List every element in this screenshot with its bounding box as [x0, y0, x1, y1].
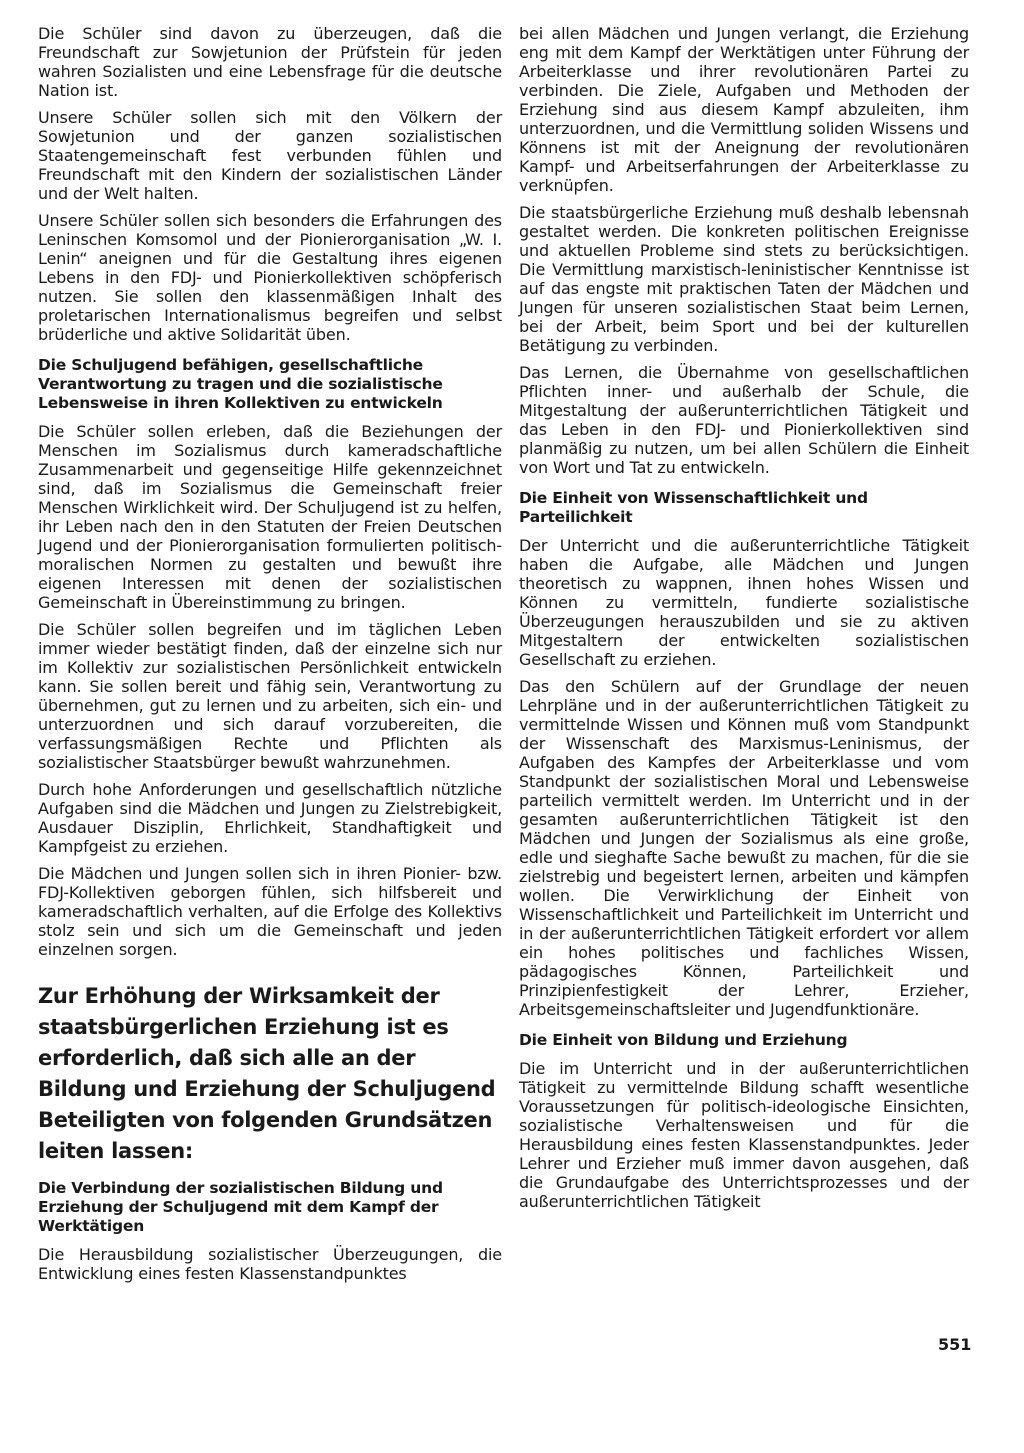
section-heading: Die Einheit von Bildung und Erziehung [519, 1031, 848, 1049]
section-heading: Die Einheit von Wissenschaftlichkeit und Parteilichkeit [519, 489, 868, 526]
section-heading: Die Schuljugend befähigen, gesellschaftliche Verantwortung zu tragen und die sozialistische Lebensweise in ihren Kollektiven zu entwickeln [38, 356, 443, 412]
left-column [38, 24, 502, 1291]
main-heading: Zur Erhöhung der Wirksamkeit der staatsbürgerlichen Erziehung ist es erforderlich, daß sich alle an der Bildung und Erziehung der Schuljugend Beteiligten von folgenden Grundsätzen leiten lassen: [38, 984, 496, 1163]
paragraph: Das Lernen, die Übernahme von gesellschaftlichen Pflichten inner- und außerhalb der Schule, die Mitgestaltung der außerunterrichtlichen Tätigkeit und das Leben in den FDJ- und Pionierkollektiven sind planmäßig zu nutzen, um bei allen Schülern die Einheit von Wort und Tat zu entwickeln. [519, 363, 969, 477]
paragraph: Die Schüler sollen begreifen und im täglichen Leben immer wieder bestätigt finden, daß der einzelne sich nur im Kollektiv zur sozialistischen Persönlichkeit entwickeln kann. Sie sollen bereit und fähig sein, Verantwortung zu übernehmen, gut zu lernen und zu arbeiten, sich ein- und unterzuordnen und sich darauf vorzubereiten, die verfassungsmäßigen Rechte und Pflichten als sozialistischer Staatsbürger bewußt wahrzunehmen. [38, 620, 502, 772]
page-number: 551 [938, 1335, 972, 1354]
paragraph: bei allen Mädchen und Jungen verlangt, die Erziehung eng mit dem Kampf der Werktätigen unter Führung der Arbeiterklasse und ihrer revolutionären Partei zu verbinden. Die Ziele, Aufgaben und Methoden der Erziehung sind aus diesem Kampf abzuleiten, ihm unterzuordnen, und die Vermittlung soliden Wissens und Könnens ist mit der Aneignung der revolutionären Kampf- und Arbeitserfahrungen der Arbeiterklasse zu verknüpfen. [519, 24, 969, 195]
paragraph: Die staatsbürgerliche Erziehung muß deshalb lebensnah gestaltet werden. Die konkreten politischen Ereignisse und aktuellen Probleme sind stets zu berücksichtigen. Die Vermittlung marxistisch-leninistischer Kenntnisse ist auf das engste mit praktischen Taten der Mädchen und Jungen für unseren sozialistischen Staat beim Lernen, bei der Arbeit, beim Sport und bei der kulturellen Betätigung zu verbinden. [519, 203, 969, 355]
paragraph: Das den Schülern auf der Grundlage der neuen Lehrpläne und in der außerunterrichtlichen Tätigkeit zu vermittelnde Wissen und Können muß vom Standpunkt der Wissenschaft des Marxismus-Leninismus, der Aufgaben des Kampfes der Arbeiterklasse und vom Standpunkt der sozialistischen Moral und Lebensweise parteilich vermittelt werden. Im Unterricht und in der gesamten außerunterrichtlichen Tätigkeit ist den Mädchen und Jungen der Sozialismus als eine große, edle und sieghafte Sache bewußt zu machen, für die sie zielstrebig und begeistert lernen, arbeiten und kämpfen wollen. Die Verwirklichung der Einheit von Wissenschaftlichkeit und Parteilichkeit im Unterricht und in der außerunterrichtlichen Tätigkeit erfordert vor allem ein hohes politisches und fachliches Wissen, pädagogisches Können, Parteilichkeit und Prinzipienfestigkeit der Lehrer, Erzieher, Arbeitsgemeinschaftsleiter und Jugendfunktionäre. [519, 677, 969, 1019]
paragraph: Durch hohe Anforderungen und gesellschaftlich nützliche Aufgaben sind die Mädchen und Jungen zu Zielstrebigkeit, Ausdauer Disziplin, Ehrlichkeit, Standhaftigkeit und Kampfgeist zu erziehen. [38, 780, 502, 856]
paragraph: Unsere Schüler sollen sich besonders die Erfahrungen des Leninschen Komsomol und der Pionierorganisation „W. I. Lenin“ aneignen und für die Gestaltung ihres eigenen Lebens in den FDJ- und Pionierkollektiven schöpferisch nutzen. Sie sollen den klassenmäßigen Inhalt des proletarischen Internationalismus begreifen und selbst brüderliche und aktive Solidarität üben. [38, 211, 502, 344]
paragraph: Die Schüler sollen erleben, daß die Beziehungen der Menschen im Sozialismus durch kameradschaftliche Zusammenarbeit und gegenseitige Hilfe gekennzeichnet sind, daß im Sozialismus die Gemeinschaft freier Menschen Wirklichkeit wird. Der Schuljugend ist zu helfen, ihr Leben nach den in den Statuten der Freien Deutschen Jugend und der Pionierorganisation formulierten politisch-moralischen Normen zu gestalten und bewußt ihre eigenen Interessen mit denen der sozialistischen Gemeinschaft in Übereinstimmung zu bringen. [38, 422, 502, 612]
paragraph: Die Herausbildung sozialistischer Überzeugungen, die Entwicklung eines festen Klassenstandpunktes [38, 1245, 502, 1283]
paragraph: Der Unterricht und die außerunterrichtliche Tätigkeit haben die Aufgabe, alle Mädchen und Jungen theoretisch zu wappnen, ihnen hohes Wissen und Können zu vermitteln, fundierte sozialistische Überzeugungen herauszubilden und sie zu aktiven Mitgestaltern der entwickelten sozialistischen Gesellschaft zu erziehen. [519, 536, 969, 669]
right-column [519, 24, 969, 1219]
paragraph: Die Mädchen und Jungen sollen sich in ihren Pionier- bzw. FDJ-Kollektiven geborgen fühlen, sich hilfsbereit und kameradschaftlich verhalten, auf die Erfolge des Kollektivs stolz sein und sich um die Gemeinschaft und jeden einzelnen sorgen. [38, 864, 502, 959]
section-heading: Die Verbindung der sozialistischen Bildung und Erziehung der Schuljugend mit dem Kampf der Werktätigen [38, 1179, 443, 1235]
paragraph: Die im Unterricht und in der außerunterrichtlichen Tätigkeit zu vermittelnde Bildung schafft wesentliche Voraussetzungen für politisch-ideologische Einsichten, sozialistische Verhaltensweisen und für die Herausbildung eines festen Klassenstandpunktes. Jeder Lehrer und Erzieher muß immer davon ausgehen, daß die Grundaufgabe des Unterrichtsprozesses und der außerunterrichtlichen Tätigkeit [519, 1059, 969, 1211]
paragraph: Die Schüler sind davon zu überzeugen, daß die Freundschaft zur Sowjetunion der Prüfstein für jeden wahren Sozialisten und eine Lebensfrage für die deutsche Nation ist. [38, 24, 502, 100]
paragraph: Unsere Schüler sollen sich mit den Völkern der Sowjetunion und der ganzen sozialistischen Staatengemeinschaft fest verbunden fühlen und Freundschaft mit den Kindern der sozialistischen Länder und der Welt halten. [38, 108, 502, 203]
